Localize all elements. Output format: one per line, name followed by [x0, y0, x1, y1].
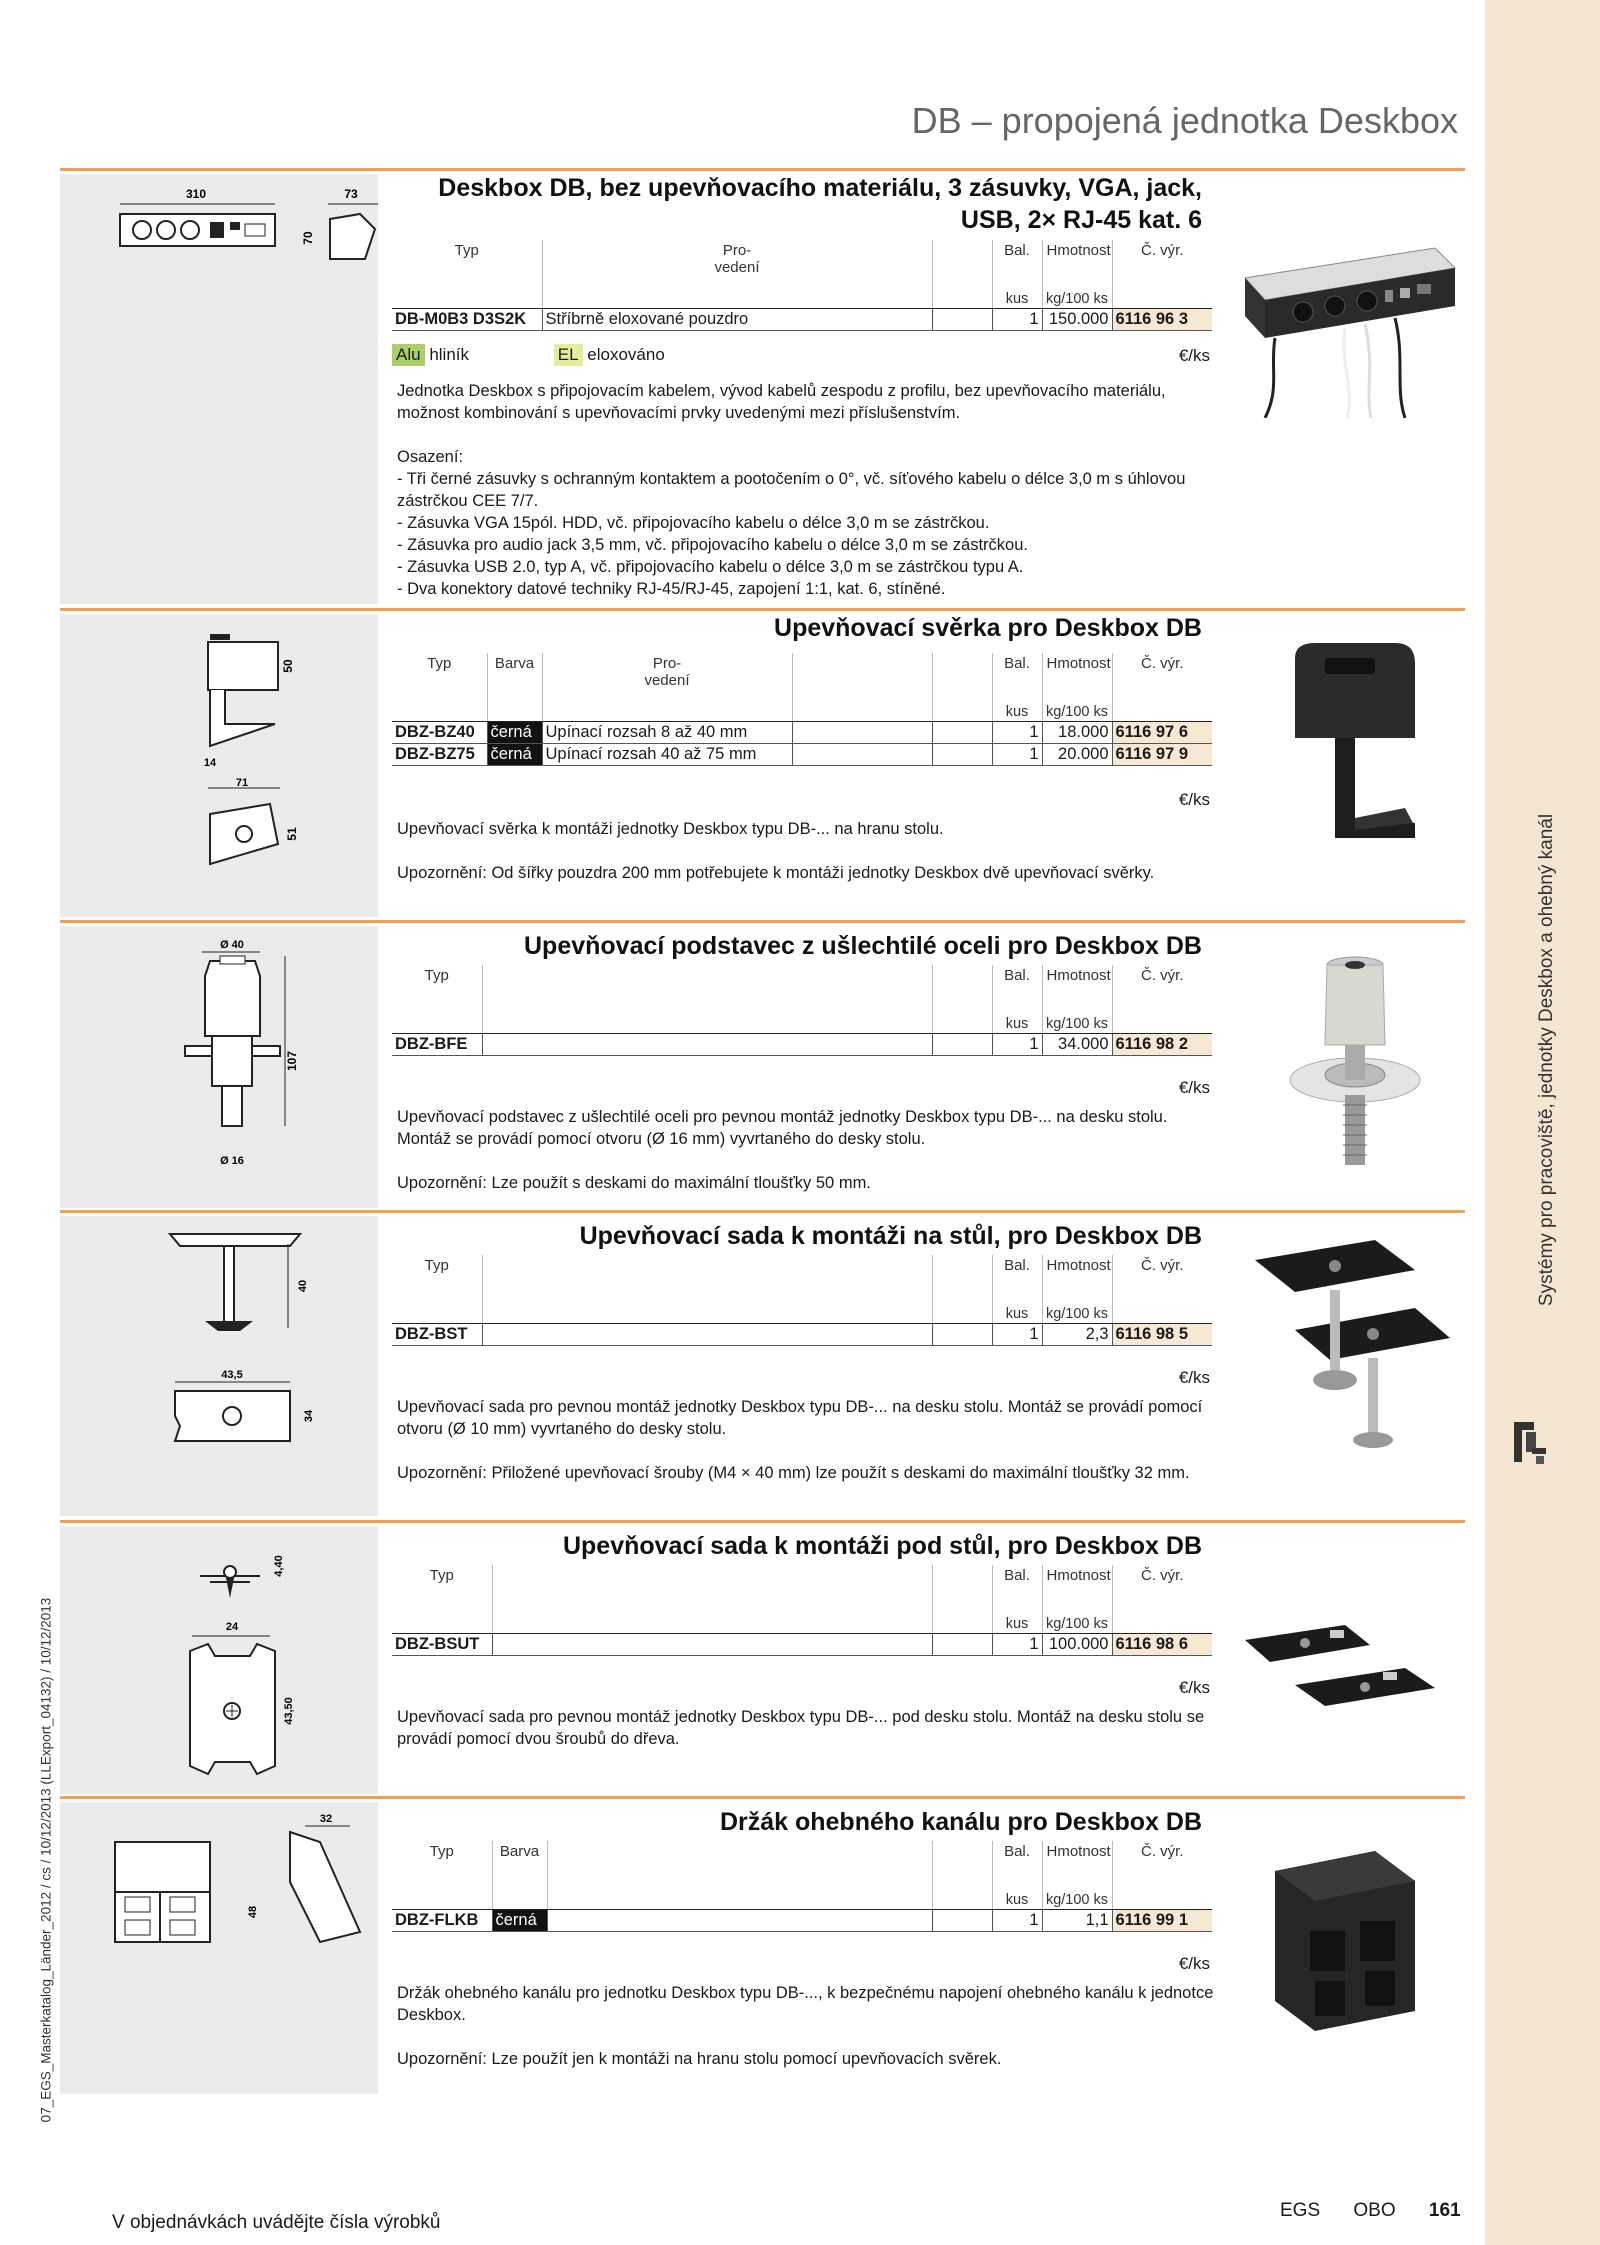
unit-cell — [482, 1015, 932, 1034]
cell-barva: černá — [492, 1910, 547, 1932]
col-typ: Typ — [429, 1567, 454, 1584]
osazeni-item: - Tři černé zásuvky s ochranným kontaktem a pootočením o 0°, vč. síťového kabelu o délce 3,0 m s úhlovou zástrčkou CEE 7/7. — [397, 470, 1186, 510]
section-divider — [60, 1520, 1465, 1523]
technical-drawing-desktop-kit — [60, 1216, 378, 1516]
unit-price: €/ks — [1178, 346, 1210, 365]
cell-hmotnost: 20.000 — [1042, 744, 1112, 766]
cell-cvyr: 6116 98 2 — [1112, 1034, 1212, 1056]
unit-cell — [492, 1615, 932, 1634]
cell-cvyr: 6116 98 5 — [1112, 1324, 1212, 1346]
cell-barva: černá — [487, 722, 542, 744]
product-table — [392, 1841, 1212, 1932]
unit-cell — [392, 1015, 482, 1034]
catalog-footer-reference: 07_EGS_Masterkatalog_Länder_2012 / cs / 10/12/2013 (LLExport_04132) / 10/12/2013 — [38, 1597, 54, 2123]
unit-price: €/ks — [1178, 1678, 1210, 1697]
section-divider — [60, 920, 1465, 923]
unit-bal: kus — [992, 290, 1042, 309]
note-text: Upozornění: Lze použít s deskami do maximální tloušťky 50 mm. — [397, 1174, 871, 1192]
unit-price: €/ks — [1178, 1954, 1210, 1973]
col-empty — [932, 1565, 992, 1615]
material-tags — [392, 344, 665, 366]
col-bal: Bal. — [992, 965, 1042, 1015]
product-section-underdesk-kit — [0, 1520, 1485, 1796]
tag-alu: Alu — [392, 344, 425, 366]
cell-cvyr: 6116 97 6 — [1112, 722, 1212, 744]
unit-cell — [1112, 703, 1212, 722]
product-section-deskbox — [0, 168, 1485, 608]
unit-cell — [1112, 290, 1212, 309]
dim-kit-width: 43,5 — [221, 1369, 243, 1381]
col-empty — [547, 1841, 932, 1891]
unit-bal: kus — [992, 703, 1042, 722]
dim-holder-depth: 32 — [319, 1813, 333, 1825]
unit-hmotnost: kg/100 ks — [1042, 1015, 1112, 1034]
unit-hmotnost: kg/100 ks — [1042, 1891, 1112, 1910]
description — [397, 1982, 1217, 2092]
table-row — [392, 1324, 1212, 1346]
note-text: Upozornění: Přiložené upevňovací šrouby (M4 × 40 mm) lze použít s deskami do maximální tloušťky 32 mm. — [397, 1464, 1190, 1482]
description — [397, 1706, 1217, 1772]
table-row — [392, 1910, 1212, 1932]
unit-cell — [392, 1615, 492, 1634]
cell-typ: DBZ-BFE — [392, 1034, 482, 1056]
section-divider — [60, 608, 1465, 611]
col-cvyr: Č. výr. — [1112, 1565, 1212, 1615]
unit-cell — [932, 1015, 992, 1034]
col-typ: Typ — [424, 1257, 449, 1274]
unit-cell — [1112, 1305, 1212, 1324]
col-hmotnost: Hmotnost — [1042, 965, 1112, 1015]
col-empty — [482, 965, 932, 1015]
col-cvyr: Č. výr. — [1112, 1841, 1212, 1891]
dim-kit-height: 34 — [303, 1409, 315, 1423]
col-bal: Bal. — [992, 1841, 1042, 1891]
dim-kit-length: 40 — [297, 1279, 309, 1293]
cell-typ: DBZ-BSUT — [392, 1634, 492, 1656]
cell-empty — [932, 1634, 992, 1656]
product-photo-deskbox — [1235, 238, 1465, 423]
cell-hmotnost: 150.000 — [1042, 309, 1112, 331]
col-bal: Bal. — [992, 1255, 1042, 1305]
product-photo-channel-holder — [1265, 1841, 1435, 2036]
cell-cvyr: 6116 97 9 — [1112, 744, 1212, 766]
footer-brand — [1280, 2200, 1489, 2222]
col-barva: Barva — [487, 653, 542, 703]
cell-hmotnost: 100.000 — [1042, 1634, 1112, 1656]
product-photo-underdesk-kit — [1235, 1610, 1455, 1725]
unit-cell — [932, 1891, 992, 1910]
col-typ: Typ — [454, 242, 479, 259]
osazeni-item: - Zásuvka VGA 15pól. HDD, vč. připojovacího kabelu o délce 3,0 m se zástrčkou. — [397, 514, 990, 532]
technical-drawing-stand — [60, 926, 378, 1208]
unit-cell — [482, 1305, 932, 1324]
col-empty — [932, 240, 992, 290]
section-title: Upevňovací sada k montáži na stůl, pro Deskbox DB — [579, 1222, 1202, 1250]
table-row — [392, 722, 1212, 744]
unit-bal: kus — [992, 1891, 1042, 1910]
unit-bal: kus — [992, 1615, 1042, 1634]
col-bal: Bal. — [992, 653, 1042, 703]
unit-price: €/ks — [1178, 1368, 1210, 1387]
description-text: Upevňovací sada pro pevnou montáž jednotky Deskbox typu DB-... pod desku stolu. Montáž na desku stolu se provádí pomocí dvou šroubů do dřeva. — [397, 1708, 1205, 1748]
dim-width: 310 — [185, 187, 207, 201]
cell-empty — [482, 1324, 932, 1346]
dim-clamp-side: 51 — [285, 827, 299, 841]
cell-empty — [932, 1910, 992, 1932]
unit-hmotnost: kg/100 ks — [1042, 1615, 1112, 1634]
product-table — [392, 1255, 1212, 1346]
cell-empty — [792, 722, 932, 744]
unit-cell — [1112, 1615, 1212, 1634]
col-empty — [492, 1565, 932, 1615]
unit-bal: kus — [992, 1015, 1042, 1034]
description-text: Držák ohebného kanálu pro jednotku Deskbox typu DB-..., k bezpečnému napojení ohebného kanálu k jednotce Deskbox. — [397, 1984, 1214, 2024]
unit-cell — [932, 703, 992, 722]
cell-empty — [547, 1910, 932, 1932]
tag-el-label: eloxováno — [587, 345, 665, 364]
col-typ: Typ — [424, 967, 449, 984]
col-cvyr: Č. výr. — [1112, 1255, 1212, 1305]
cell-cvyr: 6116 99 1 — [1112, 1910, 1212, 1932]
col-provedeni: Pro- vedení — [542, 653, 792, 703]
description — [397, 1106, 1217, 1216]
osazeni-item: - Dva konektory datové techniky RJ-45/RJ-45, zapojení 1:1, kat. 6, stíněné. — [397, 580, 946, 598]
col-bal: Bal. — [992, 240, 1042, 290]
cell-typ: DBZ-BST — [392, 1324, 482, 1346]
product-photo-desktop-kit — [1235, 1230, 1455, 1465]
cell-empty — [792, 744, 932, 766]
col-cvyr: Č. výr. — [1112, 240, 1212, 290]
cell-typ: DBZ-BZ40 — [392, 722, 487, 744]
cell-empty — [932, 744, 992, 766]
col-empty — [932, 965, 992, 1015]
deskbox-category-icon — [1512, 1418, 1548, 1473]
description-text: Upevňovací podstavec z ušlechtilé oceli pro pevnou montáž jednotky Deskbox typu DB-... na desku stolu. Montáž se provádí pomocí otvoru (Ø 16 mm) vyvrtaného do desky stolu. — [397, 1108, 1168, 1148]
col-hmotnost: Hmotnost — [1042, 1255, 1112, 1305]
cell-bal: 1 — [992, 1634, 1042, 1656]
unit-cell — [392, 1891, 492, 1910]
unit-cell — [1112, 1891, 1212, 1910]
brand-obo: OBO — [1353, 2200, 1396, 2221]
col-cvyr: Č. výr. — [1112, 965, 1212, 1015]
cell-hmotnost: 18.000 — [1042, 722, 1112, 744]
unit-cell — [542, 703, 792, 722]
cell-provedeni: Stříbrně eloxované pouzdro — [542, 309, 932, 331]
col-barva: Barva — [492, 1841, 547, 1891]
description-text: Jednotka Deskbox s připojovacím kabelem, vývod kabelů zespodu z profilu, bez upevňovacího materiálu, možnost kombinování s upevňovacími prvky uvedenými mezi příslušenstvím. — [397, 382, 1166, 422]
unit-cell — [932, 1305, 992, 1324]
section-title: Držák ohebného kanálu pro Deskbox DB — [719, 1808, 1202, 1836]
dim-depth: 73 — [344, 187, 358, 201]
osazeni-title: Osazení: — [397, 448, 464, 466]
technical-drawing-underdesk-kit — [60, 1526, 378, 1794]
product-table — [392, 1565, 1212, 1656]
dim-stand-diameter: Ø 40 — [220, 939, 244, 951]
note-text: Upozornění: Od šířky pouzdra 200 mm potřebujete k montáži jednotky Deskbox dvě upevňovací svěrky. — [397, 864, 1155, 882]
cell-bal: 1 — [992, 309, 1042, 331]
col-bal: Bal. — [992, 1565, 1042, 1615]
col-empty — [482, 1255, 932, 1305]
note-text: Upozornění: Lze použít jen k montáži na hranu stolu pomocí upevňovacích svěrek. — [397, 2050, 1002, 2068]
product-section-stand — [0, 920, 1485, 1210]
dim-underdesk-height: 43,50 — [283, 1697, 295, 1725]
technical-drawing-deskbox — [60, 174, 378, 604]
dim-clamp-height: 50 — [281, 659, 295, 673]
tag-el: EL — [554, 344, 583, 366]
dim-underdesk-width: 24 — [225, 1621, 239, 1633]
cell-bal: 1 — [992, 1034, 1042, 1056]
cell-provedeni: Upínací rozsah 40 až 75 mm — [542, 744, 792, 766]
product-table — [392, 965, 1212, 1056]
unit-price: €/ks — [1178, 790, 1210, 809]
unit-cell — [392, 290, 542, 309]
col-cvyr: Č. výr. — [1112, 653, 1212, 703]
osazeni-item: - Zásuvka USB 2.0, typ A, vč. připojovacího kabelu o délce 3,0 m se zástrčkou typu A. — [397, 558, 1024, 576]
product-section-desktop-kit — [0, 1210, 1485, 1520]
table-row — [392, 309, 1212, 331]
col-empty — [792, 653, 932, 703]
section-title: Upevňovací sada k montáži pod stůl, pro Deskbox DB — [562, 1532, 1202, 1560]
section-divider — [60, 168, 1465, 171]
col-hmotnost: Hmotnost — [1042, 653, 1112, 703]
col-empty — [932, 1841, 992, 1891]
product-photo-stand — [1285, 945, 1425, 1180]
unit-cell — [487, 703, 542, 722]
dim-clamp-width: 71 — [235, 777, 249, 789]
cell-bal: 1 — [992, 722, 1042, 744]
description-text: Upevňovací sada pro pevnou montáž jednotky Deskbox typu DB-... na desku stolu. Montáž se provádí pomocí otvoru (Ø 10 mm) vyvrtaného do desky stolu. — [397, 1398, 1203, 1438]
unit-hmotnost: kg/100 ks — [1042, 1305, 1112, 1324]
col-empty — [932, 653, 992, 703]
unit-hmotnost: kg/100 ks — [1042, 290, 1112, 309]
cell-bal: 1 — [992, 744, 1042, 766]
brand-egs: EGS — [1280, 2200, 1321, 2221]
dim-height: 70 — [301, 231, 315, 245]
unit-cell — [932, 1615, 992, 1634]
unit-hmotnost: kg/100 ks — [1042, 703, 1112, 722]
section-title: Upevňovací svěrka pro Deskbox DB — [774, 614, 1202, 642]
order-note: V objednávkách uvádějte čísla výrobků — [112, 2212, 441, 2233]
cell-empty — [932, 309, 992, 331]
dim-holder-height: 48 — [247, 1905, 259, 1919]
section-title: Deskbox DB, bez upevňovacího materiálu, 3 zásuvky, VGA, jack, USB, 2× RJ-45 kat. 6 — [438, 174, 1202, 234]
unit-cell — [792, 703, 932, 722]
table-row — [392, 744, 1212, 766]
cell-hmotnost: 1,1 — [1042, 1910, 1112, 1932]
col-empty — [932, 1255, 992, 1305]
col-hmotnost: Hmotnost — [1042, 1565, 1112, 1615]
cell-bal: 1 — [992, 1910, 1042, 1932]
section-divider — [60, 1796, 1465, 1799]
col-hmotnost: Hmotnost — [1042, 1841, 1112, 1891]
col-typ: Typ — [427, 655, 452, 672]
page-number: 161 — [1428, 2200, 1461, 2221]
cell-empty — [482, 1034, 932, 1056]
unit-cell — [392, 703, 487, 722]
cell-provedeni: Upínací rozsah 8 až 40 mm — [542, 722, 792, 744]
cell-typ: DBZ-BZ75 — [392, 744, 487, 766]
tag-alu-label: hliník — [429, 345, 469, 364]
unit-cell — [492, 1891, 547, 1910]
description-text: Upevňovací svěrka k montáži jednotky Deskbox typu DB-... na hranu stolu. — [397, 820, 944, 838]
cell-empty — [932, 1324, 992, 1346]
cell-empty — [492, 1634, 932, 1656]
cell-typ: DBZ-FLKB — [392, 1910, 492, 1932]
dim-clamp-depth: 14 — [203, 757, 217, 769]
dim-stand-height: 107 — [285, 1050, 299, 1072]
cell-cvyr: 6116 96 3 — [1112, 309, 1212, 331]
cell-cvyr: 6116 98 6 — [1112, 1634, 1212, 1656]
cell-barva: černá — [487, 744, 542, 766]
table-row — [392, 1634, 1212, 1656]
section-title: Upevňovací podstavec z ušlechtilé oceli pro Deskbox DB — [524, 932, 1202, 960]
unit-cell — [1112, 1015, 1212, 1034]
product-table — [392, 653, 1212, 766]
col-hmotnost: Hmotnost — [1042, 240, 1112, 290]
col-provedeni: Pro- vedení — [542, 240, 932, 290]
cell-empty — [932, 1034, 992, 1056]
page-title: DB – propojená jednotka Deskbox — [911, 100, 1458, 141]
description — [397, 1396, 1217, 1506]
cell-bal: 1 — [992, 1324, 1042, 1346]
cell-typ: DB-M0B3 D3S2K — [392, 309, 542, 331]
unit-cell — [392, 1305, 482, 1324]
section-divider — [60, 1210, 1465, 1213]
description — [397, 380, 1217, 600]
cell-empty — [932, 722, 992, 744]
technical-drawing-channel-holder — [60, 1802, 378, 2094]
dim-stand-bore: Ø 16 — [220, 1155, 244, 1167]
unit-cell — [547, 1891, 932, 1910]
product-photo-clamp — [1285, 638, 1425, 863]
product-table — [392, 240, 1212, 331]
unit-cell — [542, 290, 932, 309]
unit-bal: kus — [992, 1305, 1042, 1324]
description — [397, 818, 1217, 906]
cell-hmotnost: 34.000 — [1042, 1034, 1112, 1056]
cell-hmotnost: 2,3 — [1042, 1324, 1112, 1346]
unit-price: €/ks — [1178, 1078, 1210, 1097]
sidebar-category-label: Systémy pro pracoviště, jednotky Deskbox a ohebný kanál — [1536, 813, 1557, 1307]
table-row — [392, 1034, 1212, 1056]
product-section-clamp — [0, 608, 1485, 920]
osazeni-item: - Zásuvka pro audio jack 3,5 mm, vč. připojovacího kabelu o délce 3,0 m se zástrčkou. — [397, 536, 1028, 554]
col-typ: Typ — [429, 1843, 454, 1860]
technical-drawing-clamp — [60, 614, 378, 917]
product-section-channel-holder — [0, 1796, 1485, 2096]
dim-underdesk-thickness: 4,40 — [273, 1555, 285, 1577]
unit-cell — [932, 290, 992, 309]
